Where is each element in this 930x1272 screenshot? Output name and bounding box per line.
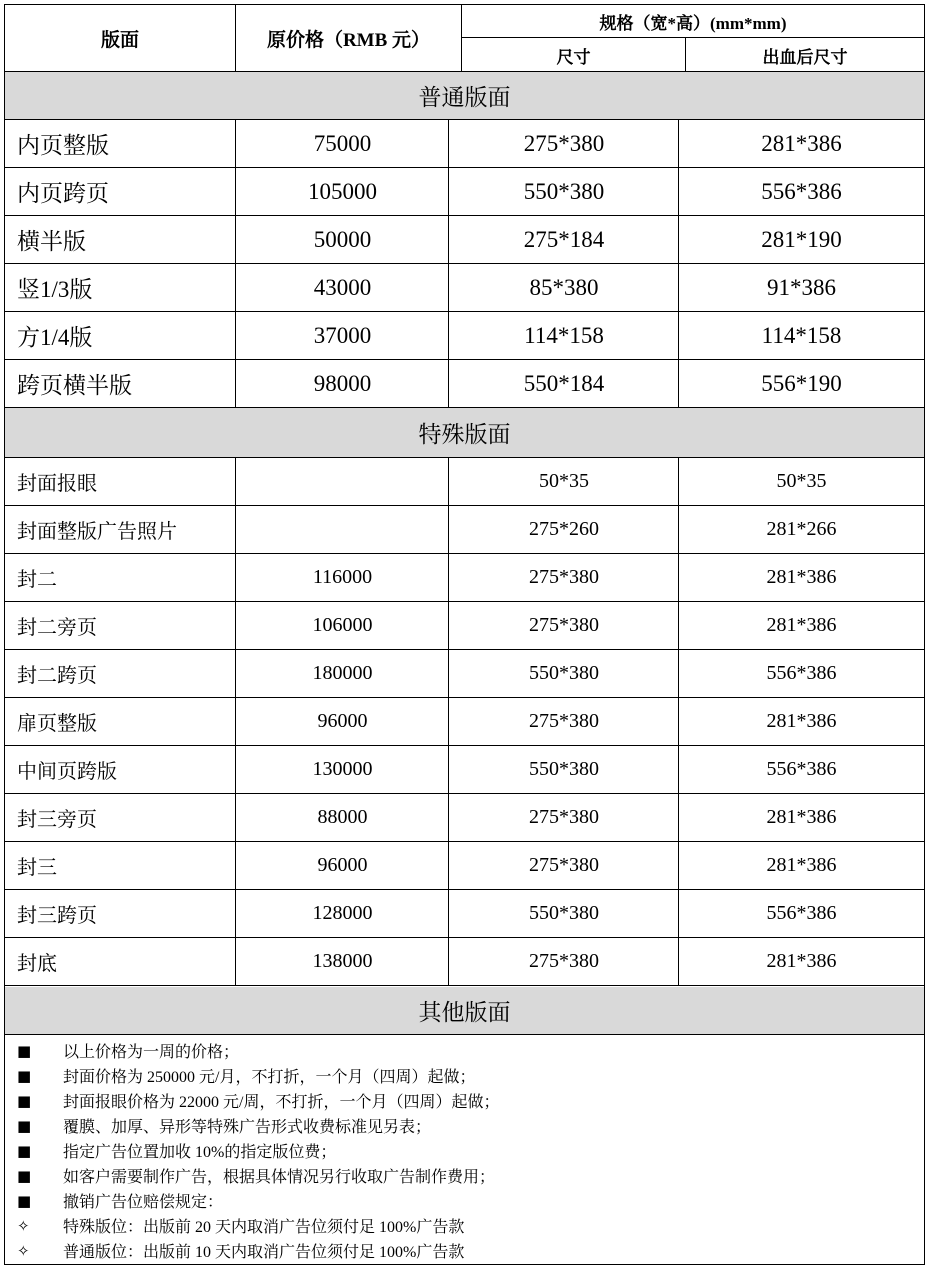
note-item	[17, 1214, 464, 1237]
table-row	[5, 602, 924, 650]
cell-layout: 跨页横半版	[17, 373, 132, 398]
note-item	[17, 1189, 223, 1212]
cell-layout: 封三	[17, 857, 57, 879]
cell-price: 106000	[312, 614, 373, 636]
cell-size: 275*380	[529, 806, 599, 828]
notes-list	[5, 1035, 924, 1264]
cell-price: 98000	[313, 370, 372, 396]
cell-size: 275*260	[529, 518, 599, 540]
cell-bleed: 50*35	[776, 470, 827, 492]
note-text: 撤销广告位赔偿规定：	[63, 1194, 224, 1211]
table-row	[5, 842, 924, 890]
cell-size: 275*380	[523, 130, 605, 156]
section-special	[5, 408, 924, 458]
header-row	[5, 5, 924, 72]
table-row	[5, 698, 924, 746]
price-table	[4, 4, 925, 1265]
cell-price: 50000	[313, 226, 372, 252]
cell-bleed: 281*386	[766, 950, 837, 972]
cell-bleed: 281*266	[766, 518, 837, 540]
note-item	[17, 1139, 336, 1162]
section-other	[5, 987, 924, 1035]
cell-bleed: 281*386	[766, 806, 837, 828]
square-bullet-icon: ■	[17, 1116, 32, 1135]
cell-size: 114*158	[524, 322, 604, 348]
cell-bleed: 281*386	[761, 130, 842, 156]
header-layout: 版面	[100, 29, 139, 51]
cell-size: 550*380	[529, 662, 599, 684]
cell-price: 105000	[308, 178, 377, 204]
note-item	[17, 1064, 475, 1087]
cell-price: 96000	[317, 854, 368, 876]
square-bullet-icon: ■	[17, 1066, 32, 1085]
cell-bleed: 281*190	[761, 226, 842, 252]
note-text: 覆膜、加厚、异形等特殊广告形式收费标准见另表；	[63, 1119, 432, 1136]
section-other-label: 其他版面	[418, 1000, 511, 1025]
cell-layout: 内页整版	[17, 133, 109, 158]
square-bullet-icon: ■	[17, 1191, 32, 1210]
note-text: 普通版位：出版前 10 天内取消广告位须付足 100%广告款	[63, 1244, 465, 1261]
cell-size: 275*184	[523, 226, 605, 252]
cell-bleed: 281*386	[766, 566, 837, 588]
cell-size: 550*380	[523, 178, 605, 204]
cell-size: 550*184	[523, 370, 605, 396]
cell-bleed: 281*386	[766, 614, 837, 636]
cell-layout: 中间页跨版	[17, 761, 117, 783]
cell-price	[236, 458, 449, 505]
table-row	[5, 312, 924, 360]
square-bullet-icon: ■	[17, 1166, 32, 1185]
note-text: 封面报眼价格为 22000 元/周，不打折，一个月（四周）起做；	[63, 1094, 500, 1111]
cell-layout: 封底	[17, 953, 57, 975]
note-text: 指定广告位置加收 10%的指定版位费；	[63, 1144, 337, 1161]
cell-layout: 封面整版广告照片	[17, 521, 177, 543]
note-item	[17, 1114, 431, 1137]
section-special-label: 特殊版面	[418, 422, 511, 447]
cell-bleed: 281*386	[766, 710, 837, 732]
cell-layout: 扉页整版	[17, 713, 97, 735]
table-row	[5, 890, 924, 938]
cell-layout: 封二跨页	[17, 665, 97, 687]
note-text: 特殊版位：出版前 20 天内取消广告位须付足 100%广告款	[63, 1219, 465, 1236]
cell-layout: 方1/4版	[17, 325, 93, 350]
note-item	[17, 1039, 239, 1062]
cell-price: 180000	[312, 662, 373, 684]
cell-layout: 封二旁页	[17, 617, 97, 639]
table-row	[5, 938, 924, 986]
cell-size: 275*380	[529, 854, 599, 876]
square-bullet-icon: ■	[17, 1041, 32, 1060]
table-row	[5, 120, 924, 168]
cell-size: 85*380	[529, 274, 599, 300]
section-normal	[5, 72, 924, 120]
cell-price: 96000	[317, 710, 368, 732]
table-row	[5, 458, 924, 506]
cell-price: 43000	[313, 274, 372, 300]
header-spec: 规格（宽*高）(mm*mm)	[462, 5, 924, 38]
square-bullet-icon: ■	[17, 1091, 32, 1110]
cell-price	[236, 506, 449, 553]
cell-layout: 封三旁页	[17, 809, 97, 831]
cell-layout: 竖1/3版	[17, 277, 93, 302]
cell-bleed: 114*158	[761, 322, 842, 348]
table-row	[5, 264, 924, 312]
cell-price: 88000	[317, 806, 368, 828]
table-row	[5, 360, 924, 408]
diamond-star-bullet-icon: ✧	[17, 1241, 30, 1260]
header-bleed: 出血后尺寸	[762, 47, 848, 67]
cell-bleed: 556*386	[761, 178, 842, 204]
cell-price: 130000	[312, 758, 373, 780]
table-row	[5, 554, 924, 602]
cell-price: 138000	[312, 950, 373, 972]
table-row	[5, 650, 924, 698]
note-text: 封面价格为 250000 元/月，不打折，一个月（四周）起做；	[63, 1069, 476, 1086]
cell-bleed: 556*386	[766, 662, 837, 684]
cell-layout: 封二	[17, 569, 57, 591]
cell-price: 128000	[312, 902, 373, 924]
note-item	[17, 1089, 499, 1112]
table-row	[5, 506, 924, 554]
cell-price: 37000	[313, 322, 372, 348]
section-normal-label: 普通版面	[418, 85, 511, 110]
cell-size: 550*380	[529, 902, 599, 924]
cell-layout: 封面报眼	[17, 473, 97, 495]
cell-bleed: 91*386	[767, 274, 836, 300]
cell-size: 550*380	[529, 758, 599, 780]
table-row	[5, 794, 924, 842]
cell-price: 75000	[313, 130, 372, 156]
note-text: 以上价格为一周的价格；	[63, 1044, 240, 1061]
cell-layout: 内页跨页	[17, 181, 109, 206]
cell-size: 275*380	[529, 614, 599, 636]
note-item	[17, 1164, 495, 1187]
note-item	[17, 1239, 464, 1262]
cell-layout: 封三跨页	[17, 905, 97, 927]
cell-size: 50*35	[539, 470, 589, 492]
header-size: 尺寸	[556, 47, 591, 67]
table-row	[5, 746, 924, 794]
cell-price: 116000	[312, 566, 373, 588]
header-price: 原价格（RMB 元）	[266, 29, 431, 51]
cell-bleed: 281*386	[766, 854, 837, 876]
square-bullet-icon: ■	[17, 1141, 32, 1160]
table-row	[5, 168, 924, 216]
cell-size: 275*380	[529, 710, 599, 732]
note-text: 如客户需要制作广告，根据具体情况另行收取广告制作费用；	[63, 1169, 496, 1186]
cell-bleed: 556*190	[761, 370, 842, 396]
diamond-star-bullet-icon: ✧	[17, 1216, 30, 1235]
table-row	[5, 216, 924, 264]
cell-size: 275*380	[529, 566, 599, 588]
cell-bleed: 556*386	[766, 758, 837, 780]
cell-size: 275*380	[529, 950, 599, 972]
cell-layout: 横半版	[17, 229, 86, 254]
cell-bleed: 556*386	[766, 902, 837, 924]
